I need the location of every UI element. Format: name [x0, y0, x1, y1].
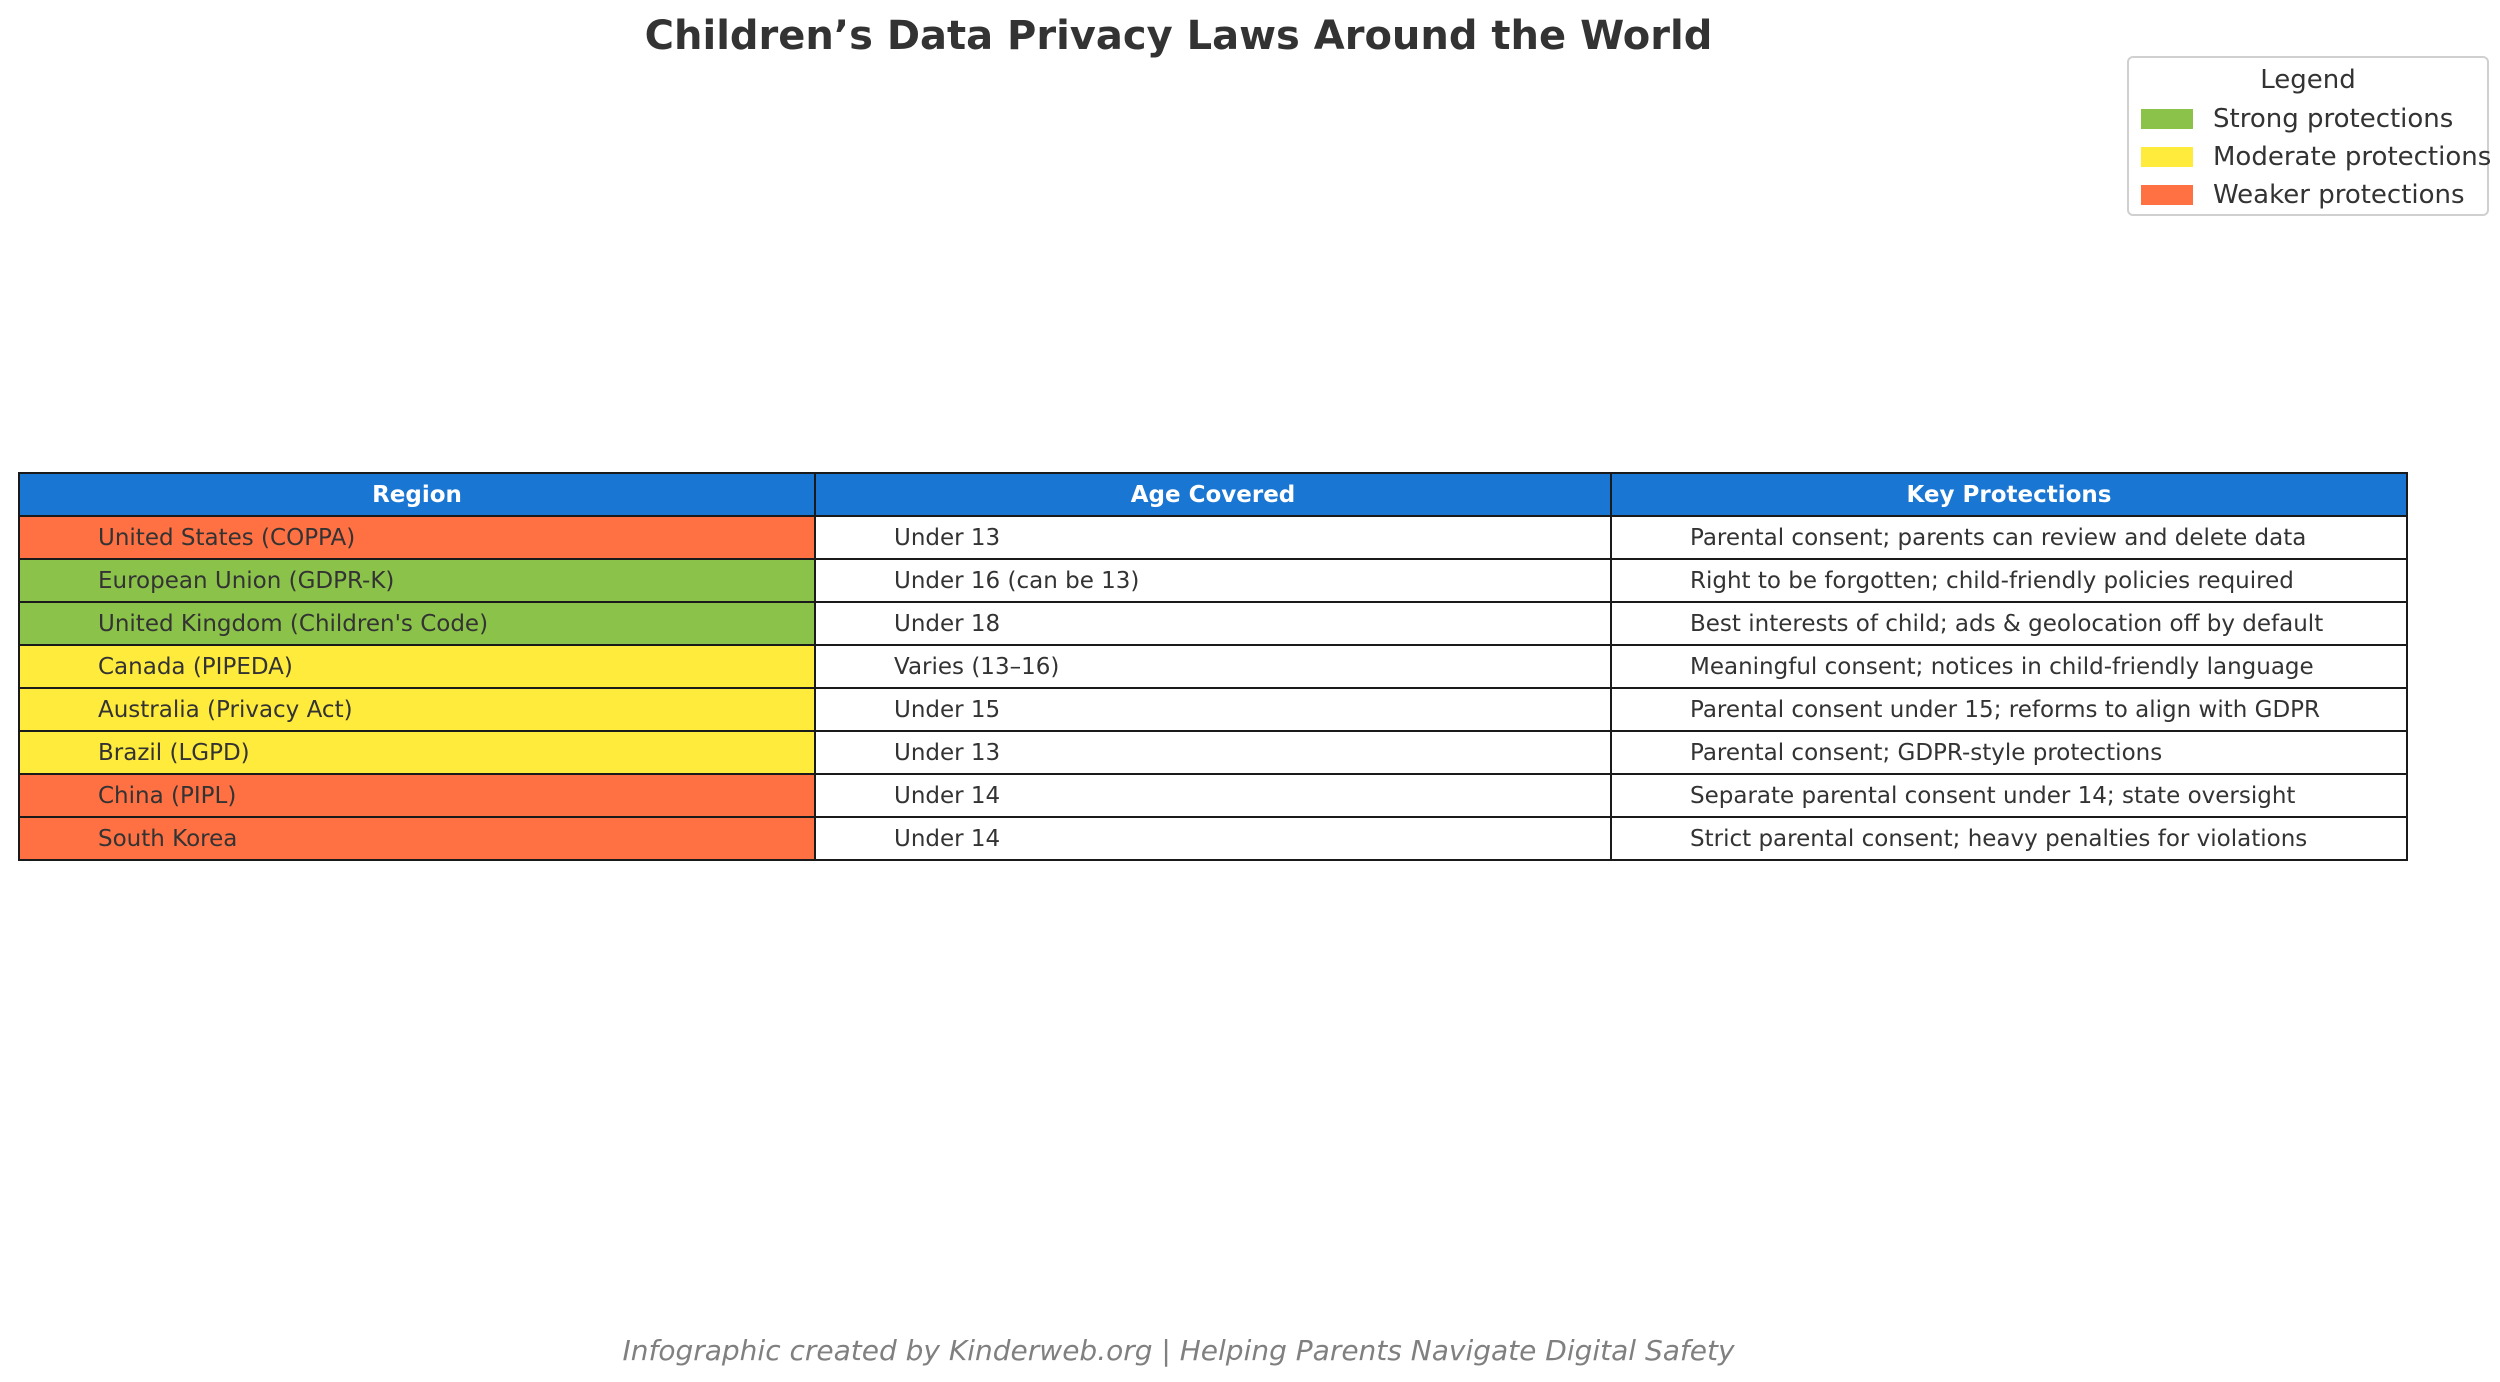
- footer-credit: Infographic created by Kinderweb.org | Helping Parents Navigate Digital Safety: [622, 1334, 1735, 1367]
- column-header-region: Region: [19, 473, 815, 516]
- legend-swatch-strong: [2141, 109, 2193, 129]
- region-cell: South Korea: [19, 817, 815, 860]
- table-row: [19, 645, 2407, 688]
- table-row: [19, 516, 2407, 559]
- protections-cell: Best interests of child; ads & geolocation off by default: [1611, 602, 2407, 645]
- region-cell: Brazil (LGPD): [19, 731, 815, 774]
- region-cell: United States (COPPA): [19, 516, 815, 559]
- age-cell: Under 13: [815, 731, 1611, 774]
- legend-swatch-moderate: [2141, 147, 2193, 167]
- table-row: [19, 731, 2407, 774]
- column-header-age-covered: Age Covered: [815, 473, 1611, 516]
- legend-item-moderate: [2141, 140, 2491, 174]
- region-cell: Australia (Privacy Act): [19, 688, 815, 731]
- table-row: [19, 817, 2407, 860]
- protections-cell: Parental consent under 15; reforms to align with GDPR: [1611, 688, 2407, 731]
- age-cell: Under 18: [815, 602, 1611, 645]
- protections-cell: Strict parental consent; heavy penalties for violations: [1611, 817, 2407, 860]
- age-cell: Varies (13–16): [815, 645, 1611, 688]
- legend-title: Legend: [2260, 65, 2356, 95]
- age-cell: Under 15: [815, 688, 1611, 731]
- legend-label-weak: Weaker protections: [2213, 180, 2465, 210]
- age-cell: Under 16 (can be 13): [815, 559, 1611, 602]
- chart-title: Children’s Data Privacy Laws Around the World: [644, 13, 1713, 59]
- region-cell: Canada (PIPEDA): [19, 645, 815, 688]
- column-header-key-protections: Key Protections: [1611, 473, 2407, 516]
- table-row: [19, 559, 2407, 602]
- table-row: [19, 688, 2407, 731]
- region-cell: United Kingdom (Children's Code): [19, 602, 815, 645]
- privacy-laws-table: [18, 472, 2408, 861]
- legend-item-weak: [2141, 178, 2465, 212]
- protections-cell: Meaningful consent; notices in child-friendly language: [1611, 645, 2407, 688]
- protections-cell: Separate parental consent under 14; state oversight: [1611, 774, 2407, 817]
- table-header-row: [19, 473, 2407, 516]
- region-cell: European Union (GDPR-K): [19, 559, 815, 602]
- legend-label-strong: Strong protections: [2213, 104, 2454, 134]
- age-cell: Under 14: [815, 774, 1611, 817]
- table-row: [19, 602, 2407, 645]
- protections-cell: Parental consent; parents can review and delete data: [1611, 516, 2407, 559]
- protections-cell: Right to be forgotten; child-friendly policies required: [1611, 559, 2407, 602]
- table-row: [19, 774, 2407, 817]
- legend-item-strong: [2141, 102, 2453, 136]
- legend-swatch-weak: [2141, 185, 2193, 205]
- table-body: [19, 516, 2407, 860]
- age-cell: Under 13: [815, 516, 1611, 559]
- age-cell: Under 14: [815, 817, 1611, 860]
- protections-cell: Parental consent; GDPR-style protections: [1611, 731, 2407, 774]
- legend: [2127, 56, 2492, 216]
- legend-label-moderate: Moderate protections: [2213, 142, 2492, 172]
- region-cell: China (PIPL): [19, 774, 815, 817]
